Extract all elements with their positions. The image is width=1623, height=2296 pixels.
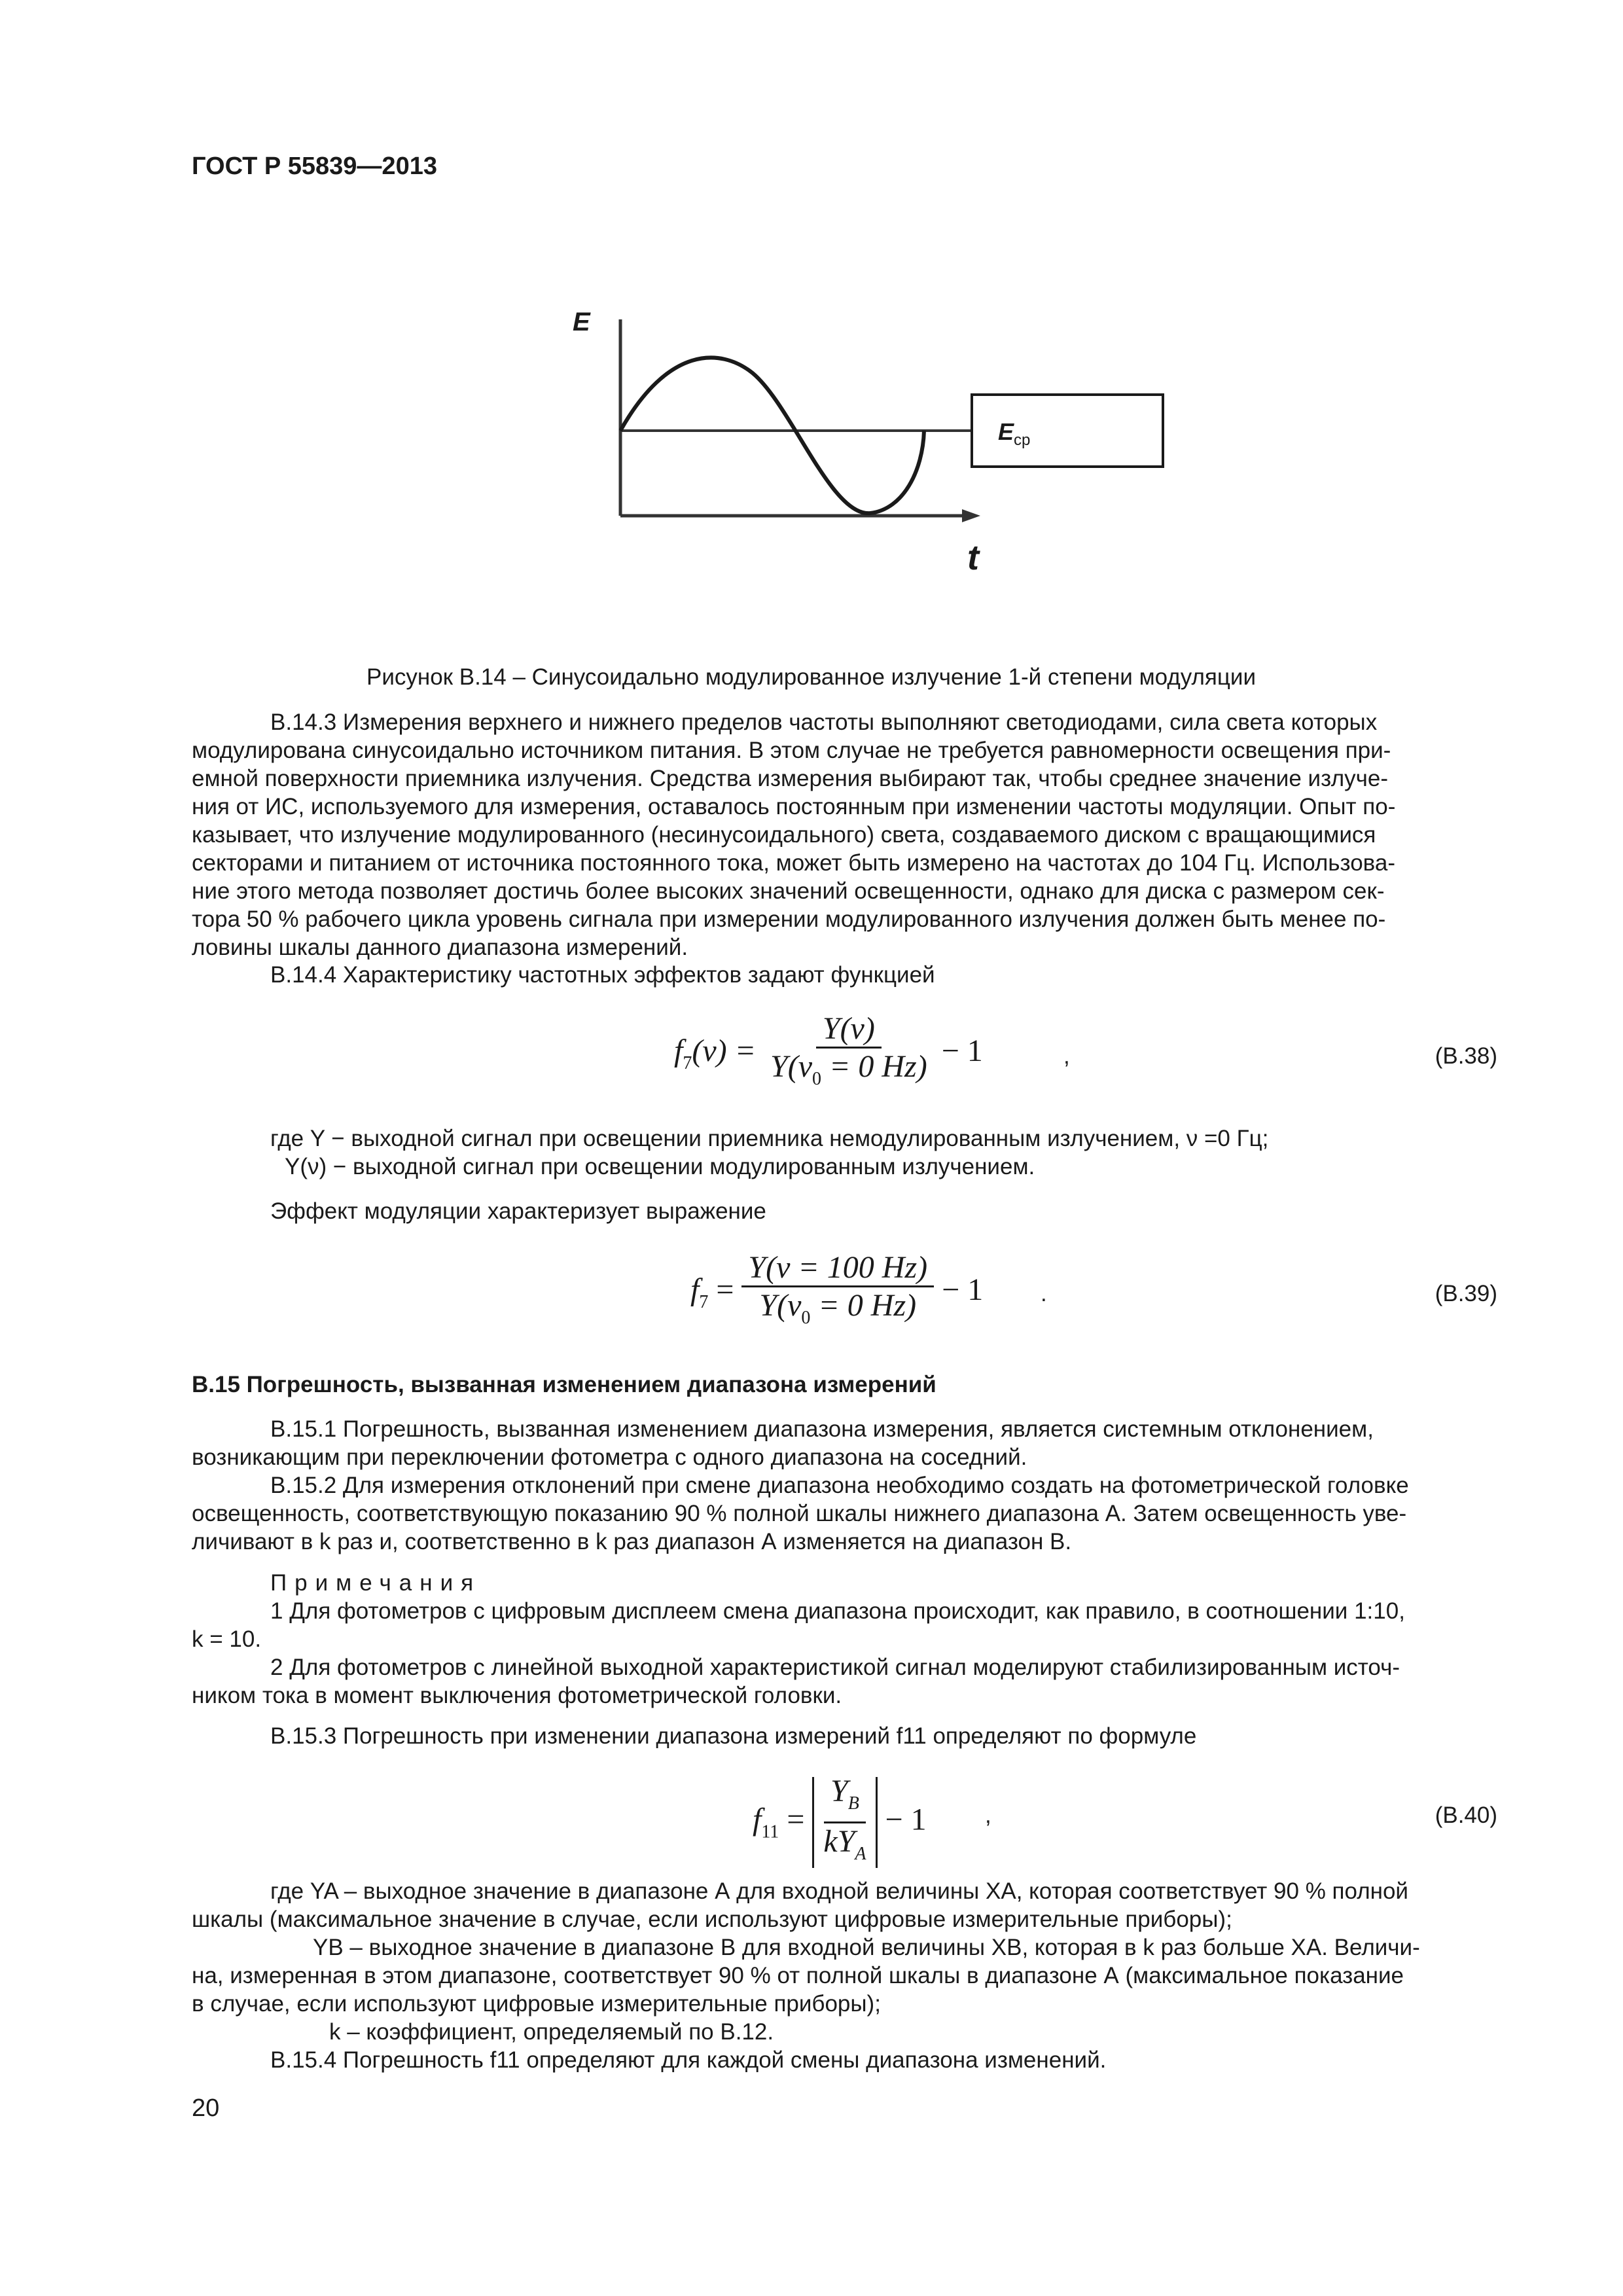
effect-text: Эффект модуляции характеризует выражение — [270, 1198, 766, 1224]
section-title-b15: В.15 Погрешность, вызванная изменением диапазона измерений — [192, 1372, 936, 1397]
text-line: емной поверхности приемника излучения. Средства измерения выбирают так, чтобы среднее значение излуче- — [192, 766, 1389, 791]
eq-subscript: B — [847, 1793, 859, 1814]
note-2 — [192, 1653, 1507, 1710]
eq-tail: − 1 — [885, 1802, 927, 1837]
text-line: в случае, если используют цифровые измерительные приборы); — [192, 1991, 881, 2017]
eq-subscript: 7 — [699, 1292, 709, 1313]
text-line: освещенность, соответствующую показанию 90 % полной шкалы нижнего диапазона А. Затем освещенность уве- — [192, 1501, 1407, 1526]
paragraph-b15-4: В.15.4 Погрешность f11 определяют для каждой смены диапазона изменений. — [270, 2047, 1107, 2073]
text-line: ником тока в момент выключения фотометрической головки. — [192, 1683, 842, 1708]
eq-denominator-a: Y(ν — [759, 1288, 802, 1323]
paragraph-b15-1 — [192, 1415, 1507, 1471]
eq-numerator: Y — [830, 1774, 848, 1808]
eq-subscript: 7 — [683, 1053, 692, 1074]
eq-denominator-b: = 0 Hz) — [829, 1049, 927, 1084]
text-line: модулирована синусоидально источником питания. В этом случае не требуется равномерности освещения при- — [192, 738, 1391, 763]
equation-number-b38: (В.38) — [1435, 1043, 1497, 1069]
paragraph-b15-2 — [192, 1471, 1507, 1556]
text-line: на, измеренная в этом диапазоне, соответствует 90 % от полной шкалы в диапазоне А (максимальное показание — [192, 1963, 1404, 1988]
equation-b39 — [690, 1250, 984, 1332]
equation-number-b40: (В.40) — [1435, 1803, 1497, 1828]
page-number: 20 — [192, 2094, 220, 2122]
eq-fraction — [764, 1011, 934, 1093]
text-line: где YA – выходное значение в диапазоне А для входной величины XA, которая соответствует 90 % полной — [270, 1878, 1408, 1904]
mean-label-sub: ср — [1014, 431, 1031, 449]
text-line: ние этого метода позволяет достичь более высоких значений освещенности, однако для диска с размером сек- — [192, 878, 1385, 904]
eq-dot: . — [1041, 1281, 1047, 1306]
text-line: личивают в k раз и, соответственно в k раз диапазон А изменяется на диапазон В. — [192, 1529, 1072, 1554]
text-line: k = 10. — [192, 1626, 262, 1652]
paragraph-b15-3: В.15.3 Погрешность при изменении диапазона измерений f11 определяют по формуле — [270, 1723, 1197, 1749]
eq-numerator: Y(ν = 100 Hz) — [748, 1250, 928, 1285]
eq-symbol: f — [753, 1802, 762, 1837]
note-1 — [192, 1597, 1507, 1653]
where-b40 — [192, 1877, 1507, 2046]
document-header: ГОСТ Р 55839—2013 — [192, 152, 437, 180]
eq-fraction — [741, 1250, 934, 1332]
sine-wave-diagram — [569, 301, 1198, 583]
text-line: возникающим при переключении фотометра с одного диапазона на соседний. — [192, 1444, 1027, 1470]
text-line: YB – выходное значение в диапазоне В для входной величины XB, которая в k раз больше XA. Величи- — [313, 1935, 1420, 1960]
sine-curve — [620, 357, 924, 513]
text-line: тора 50 % рабочего цикла уровень сигнала при измерении модулированного излучения должен быть менее по- — [192, 906, 1386, 932]
y-axis-label: E — [573, 308, 590, 336]
eq-denominator: kY — [823, 1824, 855, 1859]
eq-symbol: f — [690, 1272, 700, 1308]
eq-denominator-b: = 0 Hz) — [818, 1288, 917, 1323]
text-line: 1 Для фотометров с цифровым дисплеем смена диапазона происходит, как правило, в соотношении 1:10, — [270, 1598, 1405, 1624]
eq-equals: = — [716, 1272, 734, 1308]
eq-subscript: 0 — [812, 1069, 821, 1089]
eq-tail: − 1 — [942, 1272, 984, 1308]
eq-fraction — [817, 1774, 872, 1868]
eq-comma: , — [1063, 1043, 1070, 1069]
paragraph-b14-3 — [192, 708, 1507, 961]
text-line: В.14.3 Измерения верхнего и нижнего пределов частоты выполняют светодиодами, сила света которых — [270, 709, 1378, 735]
eq-subscript: A — [855, 1844, 866, 1864]
eq-absolute-value — [812, 1774, 877, 1868]
text-line: k – коэффициент, определяемый по В.12. — [329, 2019, 774, 2045]
eq-subscript: 11 — [761, 1821, 779, 1842]
text-line: ловины шкалы данного диапазона измерений. — [192, 935, 688, 960]
paragraph-b14-4: В.14.4 Характеристику частотных эффектов задают функцией — [270, 962, 935, 988]
where-b38-line2: Y(ν) − выходной сигнал при освещении модулированным излучением. — [285, 1154, 1035, 1179]
eq-comma: , — [985, 1803, 991, 1828]
eq-argument: (ν) = — [692, 1033, 757, 1069]
notes-title: Примечания — [270, 1570, 482, 1596]
equation-b40 — [753, 1774, 927, 1868]
mean-label-main: E — [998, 418, 1014, 445]
eq-symbol: f — [674, 1033, 683, 1069]
equation-number-b39: (В.39) — [1435, 1281, 1497, 1306]
text-line: 2 Для фотометров с линейной выходной характеристикой сигнал моделируют стабилизированным источ- — [270, 1655, 1400, 1680]
equation-b38 — [674, 1011, 983, 1093]
where-b38-line1: где Y − выходной сигнал при освещении приемника немодулированным излучением, ν =0 Гц; — [270, 1126, 1269, 1151]
eq-numerator: Y(ν) — [822, 1011, 875, 1046]
eq-equals: = — [787, 1802, 805, 1837]
text-line: В.15.1 Погрешность, вызванная изменением диапазона измерения, является системным отклонением, — [270, 1416, 1374, 1442]
x-axis-arrow — [962, 509, 980, 522]
text-line: шкалы (максимальное значение в случае, если используют цифровые измерительные приборы); — [192, 1907, 1232, 1932]
eq-subscript: 0 — [801, 1308, 811, 1328]
eq-denominator-a: Y(ν — [770, 1049, 812, 1084]
text-line: секторами и питанием от источника постоянного тока, может быть измерено на частотах до 104 Гц. Использова- — [192, 850, 1395, 876]
x-axis-label: t — [967, 538, 979, 577]
figure-sine-modulation — [569, 301, 1198, 589]
text-line: В.15.2 Для измерения отклонений при смене диапазона необходимо создать на фотометрической головке — [270, 1473, 1409, 1498]
eq-tail: − 1 — [941, 1033, 983, 1069]
text-line: казывает, что излучение модулированного (несинусоидального) света, создаваемого диском с вращающимися — [192, 822, 1376, 848]
figure-caption: Рисунок В.14 – Синусоидально модулированное излучение 1-й степени модуляции — [366, 664, 1257, 690]
text-line: ния от ИС, используемого для измерения, оставалось постоянным при изменении частоты модуляции. Опыт по- — [192, 794, 1396, 819]
